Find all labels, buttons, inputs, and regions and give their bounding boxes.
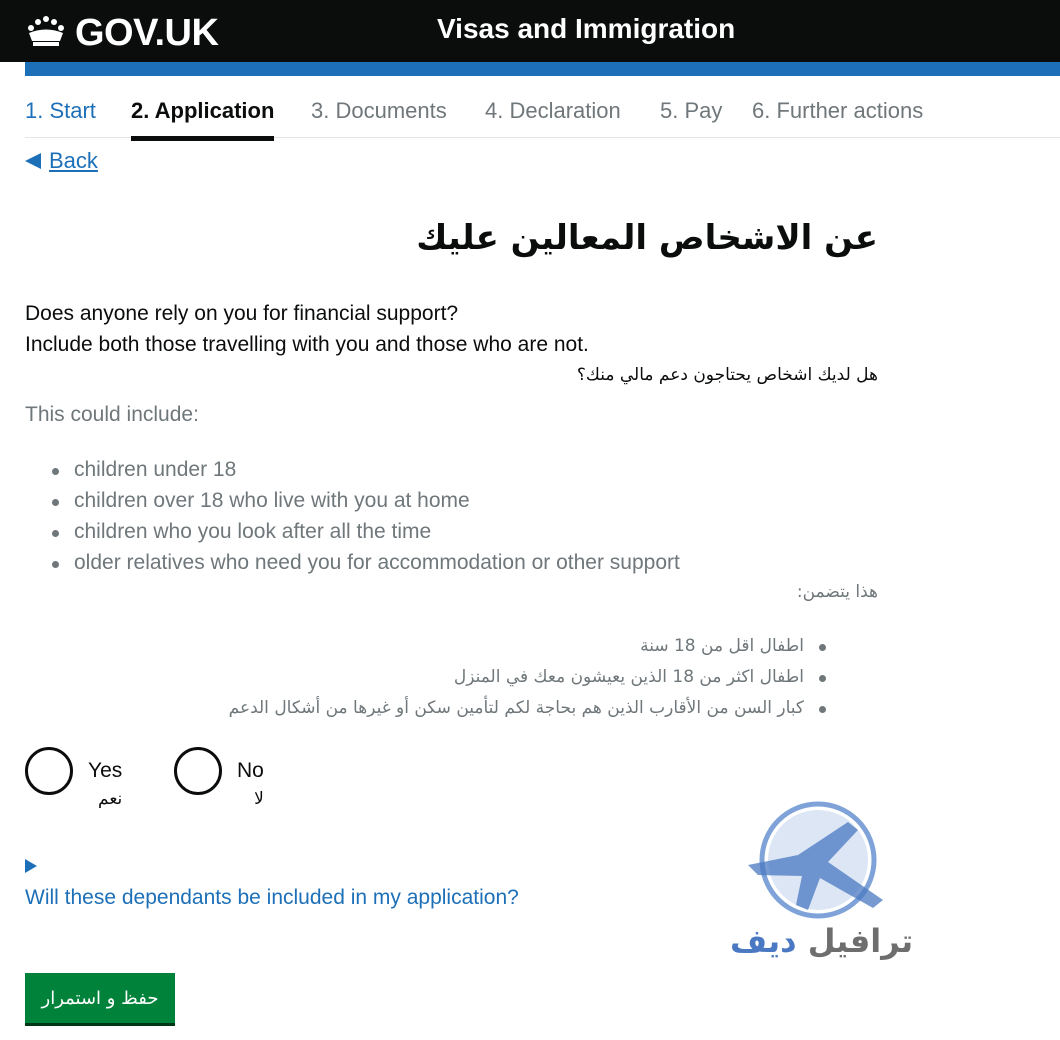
hint-item-ar: اطفال اقل من 18 سنة bbox=[229, 632, 830, 663]
hint-item-ar: اطفال اكثر من 18 الذين يعيشون معك في المنزل bbox=[229, 663, 830, 694]
hint-item-ar: كبار السن من الأقارب الذين هم بحاجة لكم لتأمين سكن أو غيرها من أشكال الدعم bbox=[229, 694, 830, 725]
header-accent-bar bbox=[25, 62, 1060, 76]
watermark-text-1: ترافيل bbox=[807, 922, 914, 960]
hint-list bbox=[48, 456, 680, 580]
step-further-actions: 6. Further actions bbox=[752, 98, 924, 123]
question-subtext: Include both those travelling with you and those who are not. bbox=[25, 333, 589, 356]
hint-item: children over 18 who live with you at home bbox=[48, 487, 680, 518]
step-application[interactable]: 2. Application bbox=[131, 98, 275, 123]
radio-yes-label-ar[interactable]: نعم bbox=[98, 789, 123, 809]
service-name[interactable]: Visas and Immigration bbox=[437, 13, 736, 44]
back-link[interactable] bbox=[25, 148, 98, 174]
step-declaration: 4. Declaration bbox=[485, 98, 621, 123]
step-start[interactable]: 1. Start bbox=[25, 98, 96, 123]
hint-intro-ar: هذا يتضمن: bbox=[796, 582, 878, 602]
crown-icon bbox=[25, 14, 67, 53]
details-summary[interactable]: Will these dependants be included in my application? bbox=[25, 886, 519, 909]
hint-intro: This could include: bbox=[25, 403, 199, 426]
question-text-ar: هل لديك اشخاص يحتاجون دعم مالي منك؟ bbox=[576, 365, 878, 385]
radio-no-label-ar[interactable]: لا bbox=[254, 789, 264, 809]
step-documents: 3. Documents bbox=[311, 98, 447, 123]
back-arrow-icon bbox=[25, 153, 41, 169]
radio-yes-label[interactable]: Yes bbox=[88, 759, 123, 782]
hint-item: children under 18 bbox=[48, 456, 680, 487]
back-link-label: Back bbox=[49, 148, 98, 173]
radio-yes-input[interactable] bbox=[25, 747, 73, 795]
page-heading: عن الاشخاص المعالين عليك bbox=[416, 218, 878, 258]
question-text: Does anyone rely on you for financial support? bbox=[25, 302, 459, 325]
radio-no-input[interactable] bbox=[174, 747, 222, 795]
gov-header bbox=[0, 0, 1060, 62]
hint-item: older relatives who need you for accommodation or other support bbox=[48, 549, 680, 580]
govuk-logo[interactable] bbox=[25, 12, 218, 55]
step-pay: 5. Pay bbox=[660, 98, 723, 123]
radio-yes[interactable] bbox=[25, 747, 122, 809]
watermark-text-2: ديف bbox=[730, 922, 797, 960]
step-navigation bbox=[25, 86, 1060, 138]
radio-no[interactable] bbox=[174, 747, 264, 809]
watermark-text bbox=[730, 922, 913, 960]
details-toggle-icon[interactable] bbox=[25, 859, 37, 873]
logo-text: GOV.UK bbox=[75, 12, 219, 54]
save-continue-button[interactable]: حفظ و استمرار bbox=[25, 973, 175, 1023]
hint-list-ar bbox=[229, 632, 830, 725]
radio-no-label[interactable]: No bbox=[237, 759, 264, 782]
hint-item: children who you look after all the time bbox=[48, 518, 680, 549]
